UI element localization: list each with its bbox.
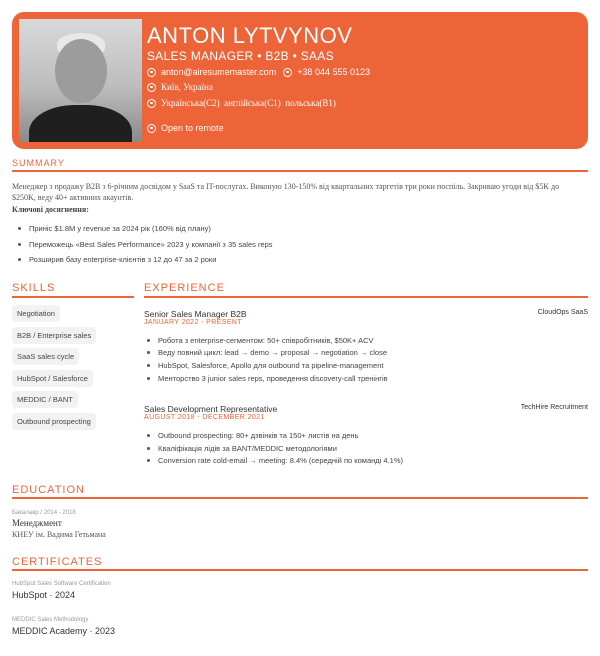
profile-photo — [19, 19, 142, 142]
location-icon — [147, 83, 156, 92]
languages-row — [147, 98, 336, 108]
job-company: TechHire Recruitment — [520, 404, 588, 411]
job-bullet: Conversion rate cold-email → meeting: 8.4% (середній по команді 4.1%) — [147, 456, 403, 465]
email-icon — [147, 68, 156, 77]
experience-divider — [144, 296, 588, 298]
job-bullet: Веду повний цикл: lead → demo → proposal → negotiation → close — [147, 348, 387, 357]
job-bullet: HubSpot, Salesforce, Apollo для outbound та pipeline-management — [147, 361, 383, 370]
job-bullet: Робота з enterprise-сегментом: 50+ співробітників, $50K+ ACV — [147, 336, 374, 345]
job-company: CloudOps SaaS — [537, 309, 588, 316]
job-title: Senior Sales Manager B2B — [144, 309, 247, 319]
education-meta: Бакалавр / 2014 - 2018 — [12, 510, 76, 516]
language-icon — [147, 99, 156, 108]
certificates-divider — [12, 569, 588, 571]
education-heading: EDUCATION — [12, 484, 85, 496]
skill-tag: B2B / Enterprise sales — [12, 327, 96, 344]
summary-text: Менеджер з продажу B2B з 6-річним досвідом у SaaS та IT-послугах. Виконую 130-150% від квартальних таргетів три роки поспіль. Закриваю угоди від $5K до $250K, веду 40+ активних акаунтів. — [12, 182, 560, 202]
achievement-item: Приніс $1.8M у revenue за 2024 рік (160% від плану) — [18, 224, 211, 233]
globe-icon — [147, 124, 156, 133]
job-bullet: Outbound prospecting: 80+ дзвінків та 150+ листів на день — [147, 431, 358, 440]
education-divider — [12, 497, 588, 499]
job-dates: AUGUST 2018 - DECEMBER 2021 — [144, 414, 265, 421]
education-degree: Менеджмент — [12, 518, 62, 528]
achievements-heading: Ключові досягнення: — [12, 205, 89, 214]
remote-text: Open to remote — [161, 123, 224, 133]
email-link[interactable]: anton@airesumemaster.com — [161, 67, 277, 77]
skill-tag: Outbound prospecting — [12, 413, 96, 430]
job-bullet: Кваліфікація лідів за BANT/MEDDIC методологіями — [147, 444, 337, 453]
location-text: Київ, Україна — [161, 82, 213, 92]
header-banner — [12, 12, 588, 149]
certificate-meta: HubSpot Sales Software Certification — [12, 581, 111, 587]
education-school: КНЕУ ім. Вадима Гетьмана — [12, 530, 106, 539]
candidate-name: ANTON LYTVYNOV — [147, 23, 353, 48]
achievement-item: Розширив базу enterprise-клієнтів з 12 до 47 за 2 роки — [18, 255, 216, 264]
location-row — [147, 82, 213, 92]
job-dates: JANUARY 2022 - PRESENT — [144, 319, 243, 326]
certificates-heading: CERTIFICATES — [12, 556, 103, 568]
candidate-role: SALES MANAGER • B2B • SAAS — [147, 49, 334, 63]
certificate-name: HubSpot · 2024 — [12, 590, 76, 600]
skill-tag: Negotiation — [12, 305, 60, 322]
skill-tag: HubSpot / Salesforce — [12, 370, 93, 387]
remote-row — [147, 123, 224, 133]
languages-text: Українська(С2) англійська(С1) польська(В1) — [161, 98, 336, 108]
contact-row — [147, 67, 370, 77]
job-bullet: Менторство 3 junior sales reps, проведення discovery-call тренінгів — [147, 374, 388, 383]
certificate-meta: MEDDIC Sales Methodology — [12, 617, 89, 623]
phone-link[interactable]: +38 044 555 0123 — [297, 67, 371, 77]
experience-heading: EXPERIENCE — [144, 282, 225, 294]
skills-heading: SKILLS — [12, 282, 56, 294]
phone-icon — [283, 68, 292, 77]
summary-heading: SUMMARY — [12, 158, 65, 168]
skills-divider — [12, 296, 134, 298]
job-title: Sales Development Representative — [144, 404, 278, 414]
summary-divider — [12, 170, 588, 172]
skill-tag: MEDDIC / BANT — [12, 391, 78, 408]
skill-tag: SaaS sales cycle — [12, 348, 79, 365]
achievement-item: Переможець «Best Sales Performance» 2023 у компанії з 35 sales reps — [18, 240, 273, 249]
certificate-name: MEDDIC Academy · 2023 — [12, 626, 116, 636]
